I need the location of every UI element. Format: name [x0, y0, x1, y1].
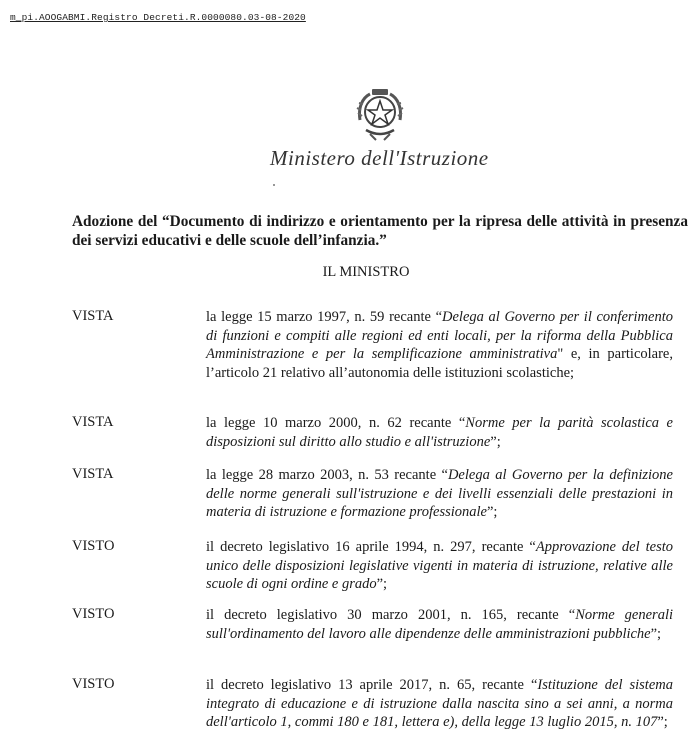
recital-text: la legge 15 marzo 1997, n. 59 recante “Delega al Governo per il conferimento di funzioni e compiti alle regioni ed enti locali, per la riforma della Pubblica Amministrazione e per la semplificazione amministrativa" e, in particolare, l’articolo 21 relativo all’autonomia delle istituzioni scolastiche;	[206, 309, 673, 381]
recital-keyword: VISTO	[72, 538, 115, 554]
recital-text: il decreto legislativo 30 marzo 2001, n. 165, recante “Norme generali sull'ordinamento del lavoro alle dipendenze delle amministrazioni pubbliche”;	[206, 607, 673, 642]
recital-keyword: VISTA	[72, 414, 114, 430]
mark-dot	[273, 184, 275, 186]
recital-keyword: VISTA	[72, 466, 114, 482]
recital-text: il decreto legislativo 16 aprile 1994, n. 297, recante “Approvazione del testo unico delle disposizioni legislative vigenti in materia di istruzione, relative alle scuole di ogni ordine e grado”;	[206, 539, 673, 593]
recital-text: la legge 10 marzo 2000, n. 62 recante “Norme per la parità scolastica e disposizioni sul diritto allo studio e all'istruzione”;	[206, 415, 673, 450]
italian-republic-emblem-icon	[352, 86, 408, 144]
recital-text: la legge 28 marzo 2003, n. 53 recante “Delega al Governo per la definizione delle norme generali sull'istruzione e dei livelli essenziali delle prestazioni in materia di istruzione e formazione professionale”;	[206, 467, 673, 521]
ministry-name: Ministero dell'Istruzione	[270, 146, 489, 170]
recital-keyword: VISTA	[72, 308, 114, 324]
document-subject: Adozione del “Documento di indirizzo e orientamento per la ripresa delle attività in presenza dei servizi educativi e delle scuole dell’infanzia.”	[72, 213, 688, 249]
recital-text: il decreto legislativo 13 aprile 2017, n. 65, recante “Istituzione del sistema integrato di educazione e di istruzione dalla nascita sino a sei anni, a norma dell'articolo 1, commi 180 e 181, lettera e), della legge 13 luglio 2015, n. 107”;	[206, 677, 673, 731]
protocol-stamp: m_pi.AOOGABMI.Registro Decreti.R.0000080.03-08-2020	[10, 12, 306, 23]
recital-keyword: VISTO	[72, 676, 115, 692]
recital-keyword: VISTO	[72, 606, 115, 622]
section-heading: IL MINISTRO	[322, 264, 410, 280]
